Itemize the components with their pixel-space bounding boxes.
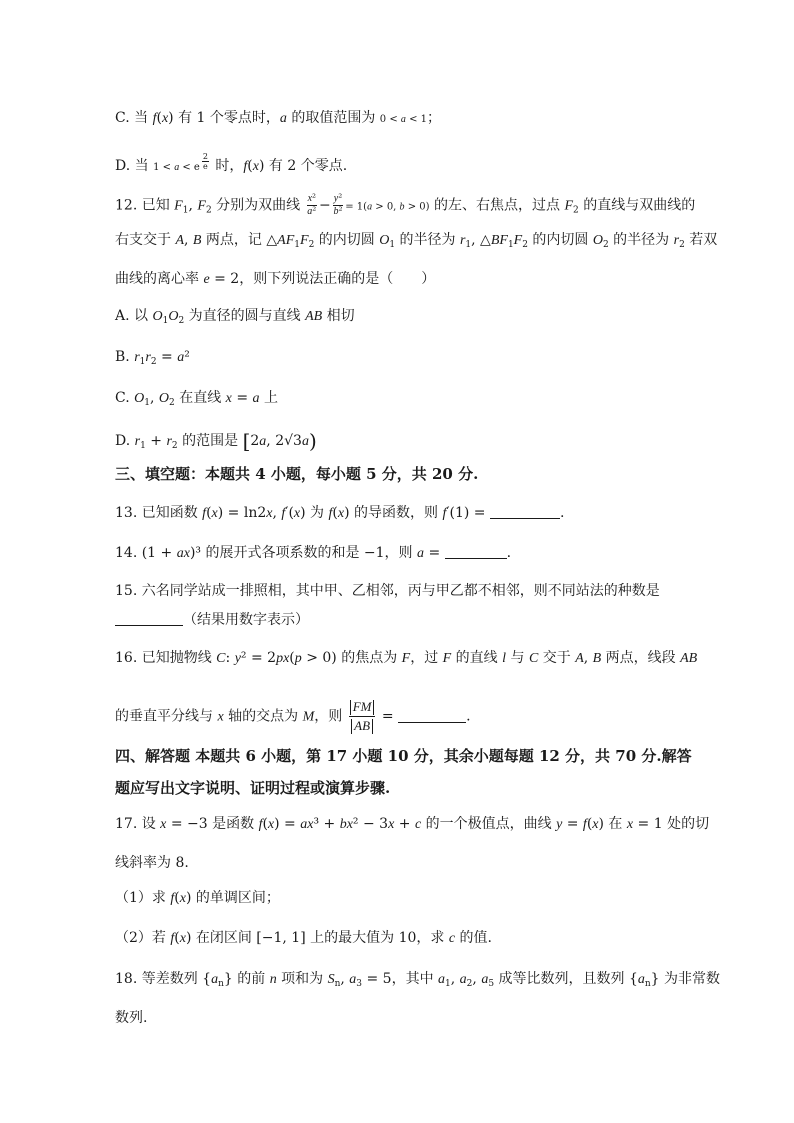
- section-4-heading-line-1: 四、解答题 本题共 6 小题，第 17 小题 10 分，其余小题每题 12 分，共 70 分.解答: [115, 747, 692, 765]
- q16-line-1: 16. 已知抛物线 C: y² = 2px(p > 0) 的焦点为 F，过 F 的直线 l 与 C 交于 A, B 两点，线段 AB: [115, 650, 698, 666]
- q12-option-b: B. $r_1r_2 = a^2$: [115, 349, 190, 367]
- q17-part-1: （1）求 f(x) 的单调区间；: [115, 890, 280, 906]
- q16-line-2: 的垂直平分线与 x 轴的交点为 M，则 $\frac{FM}{AB}$ = .: [115, 699, 471, 733]
- q18-line-2: 数列.: [115, 1010, 148, 1026]
- section-3-heading: 三、填空题：本题共 4 小题，每小题 5 分，共 20 分.: [115, 465, 479, 483]
- q12-line-1: 12. 已知 $F_1$, $F_2$ 分别为双曲线 $\frac{\text{x²}}{\text{a²}}$ − $\frac{\text{y²}}{\text{b²}}$ = 1(a > 0, b > 0) 的左、右焦点，过点 $F_2$ 的直线与双曲线的: [115, 193, 696, 217]
- q12-option-a: A. 以 $O_1O_2$ 为直径的圆与直线 AB 相切: [115, 308, 355, 326]
- q12-line-3: 曲线的离心率 e = 2，则下列说法正确的是（ ）: [115, 271, 436, 287]
- line-option-c-q11: C. 当 f(x) 有 1 个零点时，a 的取值范围为 0 < a < 1；: [115, 110, 442, 126]
- q15-line-1: 15. 六名同学站成一排照相，其中甲、乙相邻，丙与甲乙都不相邻，则不同站法的种数是: [115, 583, 660, 599]
- q12-line-2: 右支交于 A, B 两点，记 $\triangle AF_1F_2$ 的内切圆 $O_1$ 的半径为 $r_1$, $\triangle BF_1F_2$ 的内切圆 $O_2$ 的半径为 $r_2$ 若双: [115, 232, 718, 250]
- q17-part-2: （2）若 f(x) 在闭区间 [−1, 1] 上的最大值为 10，求 c 的值.: [115, 930, 492, 946]
- q13: 13. 已知函数 f(x) = ln2x, f′(x) 为 f(x) 的导函数，则 f′(1) = .: [115, 505, 565, 521]
- section-4-heading-line-2: 题应写出文字说明、证明过程或演算步骤.: [115, 779, 391, 797]
- q14: 14. (1 + ax)³ 的展开式各项系数的和是 −1，则 a = .: [115, 545, 512, 561]
- q12-option-d: D. $r_1 + r_2$ 的范围是 [2a, 2√3a): [115, 429, 317, 453]
- line-option-d-q11: D. 当 1 < a < e $\frac{2}{e}$ 时，f(x) 有 2 个零点.: [115, 152, 348, 174]
- q17-line-2: 线斜率为 8.: [115, 855, 189, 871]
- q17-line-1: 17. 设 x = −3 是函数 f(x) = ax³ + bx² − 3x + c 的一个极值点，曲线 y = f(x) 在 x = 1 处的切: [115, 816, 710, 832]
- q15-line-2: （结果用数字表示）: [115, 613, 309, 627]
- q18-line-1: 18. 等差数列 $\{a_n\}$ 的前 n 项和为 $S_n$, $a_3 = 5$，其中 $a_1$, $a_2$, $a_5$ 成等比数列，且数列 $\{a_n\}$ 为非常数: [115, 971, 721, 989]
- q12-option-c: C. $O_1$, $O_2$ 在直线 x = a 上: [115, 390, 278, 408]
